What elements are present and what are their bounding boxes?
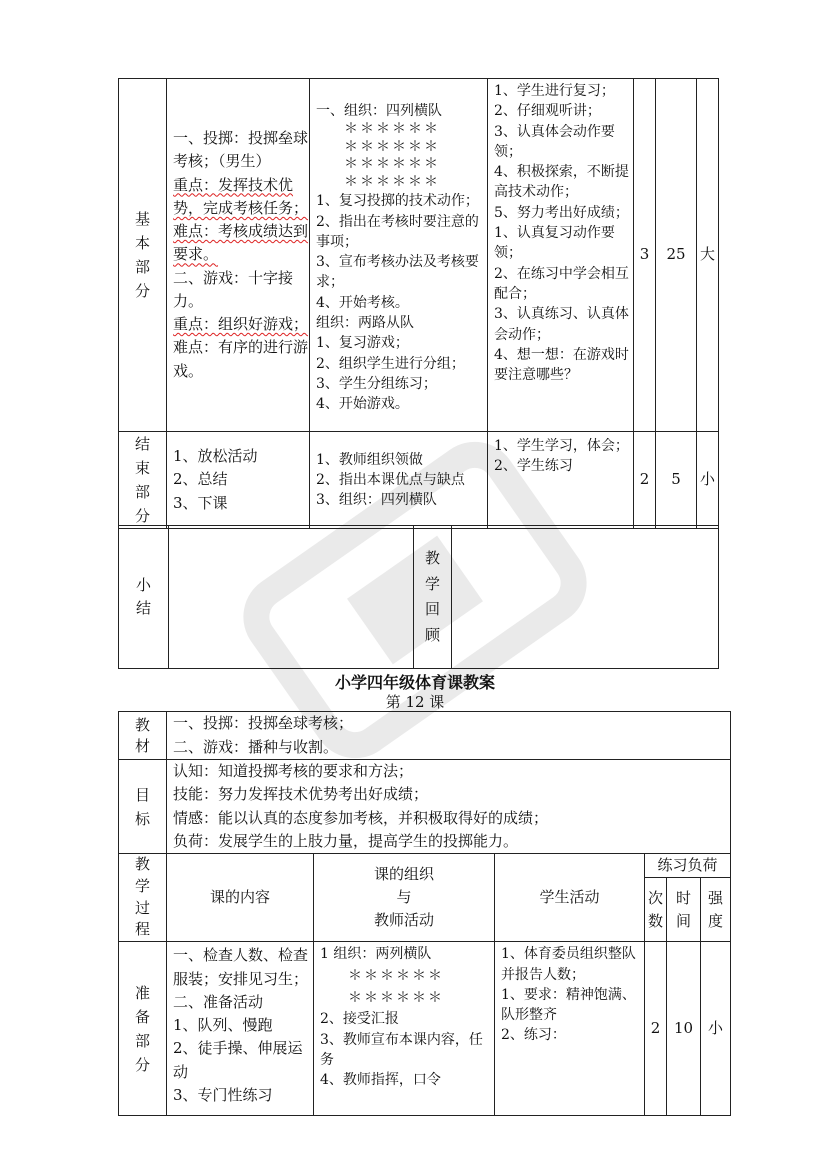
material-label: 教材 — [119, 712, 167, 760]
goal-row — [119, 760, 731, 854]
basic-minutes: 25 — [656, 79, 697, 432]
end-minutes: 5 — [656, 432, 697, 529]
basic-intensity: 大 — [697, 79, 719, 432]
goal-label: 目标 — [119, 760, 167, 854]
end-organization: 1、教师组织领做 2、指出本课优点与缺点 3、组织：四列横队 — [310, 432, 488, 529]
load-header: 练习负荷 — [645, 854, 731, 878]
basic-content: 一、投掷：投掷垒球考核；（男生） 重点：发挥技术优势，完成考核任务； 难点：考核成绩达到要求。 二、游戏：十字接力。 重点：组织好游戏； 难点：有序的进行游戏。 — [167, 79, 310, 432]
basic-student-activity: 1、学生进行复习； 2、仔细观听讲； 3、认真体会动作要领； 4、积极探索，不断提高技术动作； 5、努力考出好成绩； 1、认真复习动作要领； 2、在练习中学会相互配合； 3、认真练习、认真体会动作； 4、想一想：在游戏时要注意哪些？ — [488, 79, 634, 432]
material-row — [119, 712, 731, 760]
review-label: 教学回顾 — [414, 526, 452, 669]
prep-times: 2 — [645, 942, 667, 1116]
intensity-header: 强度 — [701, 878, 731, 942]
prep-row — [119, 942, 731, 1116]
material-content: 一、投掷：投掷垒球考核； 二、游戏：播种与收割。 — [167, 712, 731, 760]
prep-intensity: 小 — [701, 942, 731, 1116]
student-header: 学生活动 — [495, 854, 645, 942]
summary-table — [118, 525, 719, 669]
org-header: 课的组织 与 教师活动 — [314, 854, 495, 942]
end-label: 结束部分 — [119, 432, 167, 529]
page-title: 小学四年级体育课教案 — [334, 673, 495, 692]
basic-times: 3 — [634, 79, 656, 432]
end-content: 1、放松活动 2、总结 3、下课 — [167, 432, 310, 529]
basic-organization: 一、组织：四列横队 ＊＊＊＊＊＊ ＊＊＊＊＊＊ ＊＊＊＊＊＊ ＊＊＊＊＊＊ 1、复习投掷的技术动作； 2、指出在考核时要注意的事项； 3、宣布考核办法及考核要求； 4、开始考核。 组织：两路从队 1、复习游戏； 2、组织学生进行分组； 3、学生分组练习； 4、开始游戏。 — [310, 79, 488, 432]
prep-minutes: 10 — [667, 942, 701, 1116]
lesson-number: 第 12 课 — [385, 693, 445, 711]
prep-label: 准备部分 — [119, 942, 167, 1116]
minutes-header: 时间 — [667, 878, 701, 942]
header-row-1 — [119, 854, 731, 878]
summary-label: 小结 — [119, 526, 169, 669]
prep-content: 一、检查人数、检查服装；安排见习生； 二、准备活动 1、队列、慢跑 2、徒手操、伸展运动 3、专门性练习 — [167, 942, 314, 1116]
process-header: 教学过程 — [119, 854, 167, 942]
prep-student-activity: 1、体育委员组织整队并报告人数； 1、要求：精神饱满、队形整齐 2、练习： — [495, 942, 645, 1116]
summary-blank — [169, 526, 414, 669]
basic-row — [119, 79, 719, 432]
times-header: 次数 — [645, 878, 667, 942]
end-row — [119, 432, 719, 529]
basic-label: 基本部分 — [119, 79, 167, 432]
end-intensity: 小 — [697, 432, 719, 529]
review-blank — [452, 526, 719, 669]
goal-content: 认知：知道投掷考核的要求和方法； 技能：努力发挥技术优势考出好成绩； 情感：能以认真的态度参加考核，并积极取得好的成绩； 负荷：发展学生的上肢力量，提高学生的投掷能力。 — [167, 760, 731, 854]
end-times: 2 — [634, 432, 656, 529]
end-student-activity: 1、学生学习，体会； 2、学生练习 — [488, 432, 634, 529]
top-lesson-table — [118, 78, 719, 529]
bottom-lesson-table — [118, 711, 731, 1116]
prep-organization: 1 组织：两列横队 ＊＊＊＊＊＊ ＊＊＊＊＊＊ 2、接受汇报 3、教师宣布本课内容，任务 4、教师指挥，口令 — [314, 942, 495, 1116]
content-header: 课的内容 — [167, 854, 314, 942]
